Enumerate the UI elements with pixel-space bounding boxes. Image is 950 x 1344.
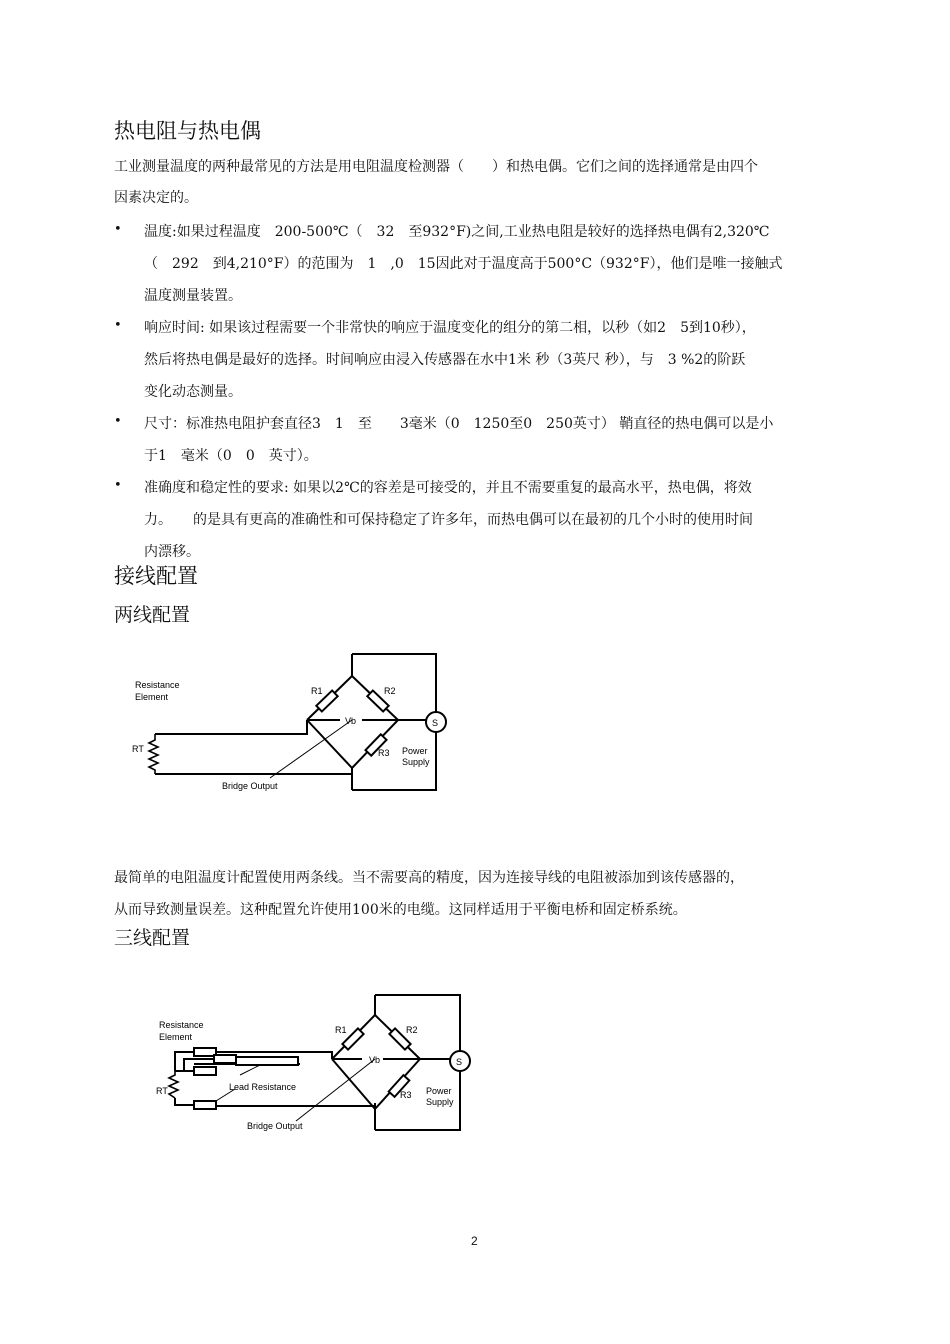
intro-line-1: 工业测量温度的两种最常见的方法是用电阻温度检测器（ ）和热电偶。它们之间的选择通常是由四个 bbox=[114, 159, 758, 175]
bullet-accuracy-line-1: 准确度和稳定性的要求: 如果以2℃的容差是可接受的，并且不需要重复的最高水平，热电偶，将效 bbox=[144, 480, 752, 496]
bullet-icon: • bbox=[114, 478, 122, 493]
label-lead-resistance: Lead Resistance bbox=[229, 1082, 297, 1092]
bullet-icon: • bbox=[114, 318, 122, 333]
two-wire-desc-line-1: 最简单的电阻温度计配置使用两条线。当不需要高的精度，因为连接导线的电阻被添加到该传感器的， bbox=[114, 870, 744, 886]
bullet-accuracy-line-2: 力。 的是具有更高的准确性和可保持稳定了许多年，而热电偶可以在最初的几个小时的使用时间 bbox=[144, 512, 753, 528]
bullet-icon: • bbox=[114, 414, 122, 429]
label-r3: R3 bbox=[378, 748, 390, 758]
label-rt: RT bbox=[156, 1086, 168, 1096]
bullet-accuracy-line-3: 内漂移。 bbox=[144, 544, 200, 560]
label-r2: R2 bbox=[384, 686, 396, 696]
wiring-heading: 接线配置 bbox=[114, 564, 198, 588]
label-resistance: Resistance bbox=[135, 680, 180, 690]
bullet-size-line-2: 于1 毫米（0 0 英寸）。 bbox=[144, 448, 318, 464]
bullet-temp-line-3: 温度测量装置。 bbox=[144, 288, 242, 304]
label-resistance: Resistance bbox=[159, 1020, 204, 1030]
label-r1: R1 bbox=[311, 686, 323, 696]
label-vb: Vb bbox=[369, 1055, 381, 1065]
label-bridge-output: Bridge Output bbox=[222, 781, 278, 791]
label-power: Power bbox=[426, 1086, 452, 1096]
two-wire-diagram bbox=[0, 640, 480, 810]
bullet-response-line-2: 然后将热电偶是最好的选择。时间响应由浸入传感器在水中1米 秒（3英尺 秒），与 3 %2的阶跃 bbox=[144, 352, 746, 368]
label-bridge-output: Bridge Output bbox=[247, 1121, 303, 1131]
two-wire-heading: 两线配置 bbox=[114, 604, 191, 626]
label-element: Element bbox=[135, 692, 169, 702]
page-title: 热电阻与热电偶 bbox=[114, 119, 261, 143]
label-s: S bbox=[432, 718, 439, 728]
label-r3: R3 bbox=[400, 1090, 412, 1100]
page-number: 2 bbox=[471, 1234, 478, 1248]
label-rt: RT bbox=[132, 744, 144, 754]
bullet-icon: • bbox=[114, 222, 122, 237]
two-wire-desc-line-2: 从而导致测量误差。这种配置允许使用100米的电缆。这同样适用于平衡电桥和固定桥系统。 bbox=[114, 902, 687, 918]
three-wire-heading: 三线配置 bbox=[114, 927, 191, 949]
bullet-temp-line-1: 温度:如果过程温度 200-500℃（ 32 至932°F)之间,工业热电阻是较好的选择热电偶有2,320℃ bbox=[144, 224, 770, 240]
intro-line-2: 因素决定的。 bbox=[114, 190, 198, 206]
label-element: Element bbox=[159, 1032, 193, 1042]
three-wire-diagram bbox=[0, 985, 500, 1145]
bullet-response-line-1: 响应时间: 如果该过程需要一个非常快的响应于温度变化的组分的第二相，以秒（如2 5到10秒）， bbox=[144, 320, 756, 336]
bullet-response-line-3: 变化动态测量。 bbox=[144, 384, 242, 400]
label-supply: Supply bbox=[402, 757, 430, 767]
bullet-temp-line-2: （ 292 到4,210°F）的范围为 1 ,0 15因此对于温度高于500°C（932°F），他们是唯一接触式 bbox=[144, 256, 783, 272]
label-power: Power bbox=[402, 746, 428, 756]
label-r1: R1 bbox=[335, 1025, 347, 1035]
label-r2: R2 bbox=[406, 1025, 418, 1035]
bullet-size-line-1: 尺寸：标准热电阻护套直径3 1 至 3毫米（0 1250至0 250英寸） 鞘直径的热电偶可以是小 bbox=[144, 416, 774, 432]
label-supply: Supply bbox=[426, 1097, 454, 1107]
label-s: S bbox=[456, 1057, 463, 1067]
label-vb: Vb bbox=[345, 716, 357, 726]
